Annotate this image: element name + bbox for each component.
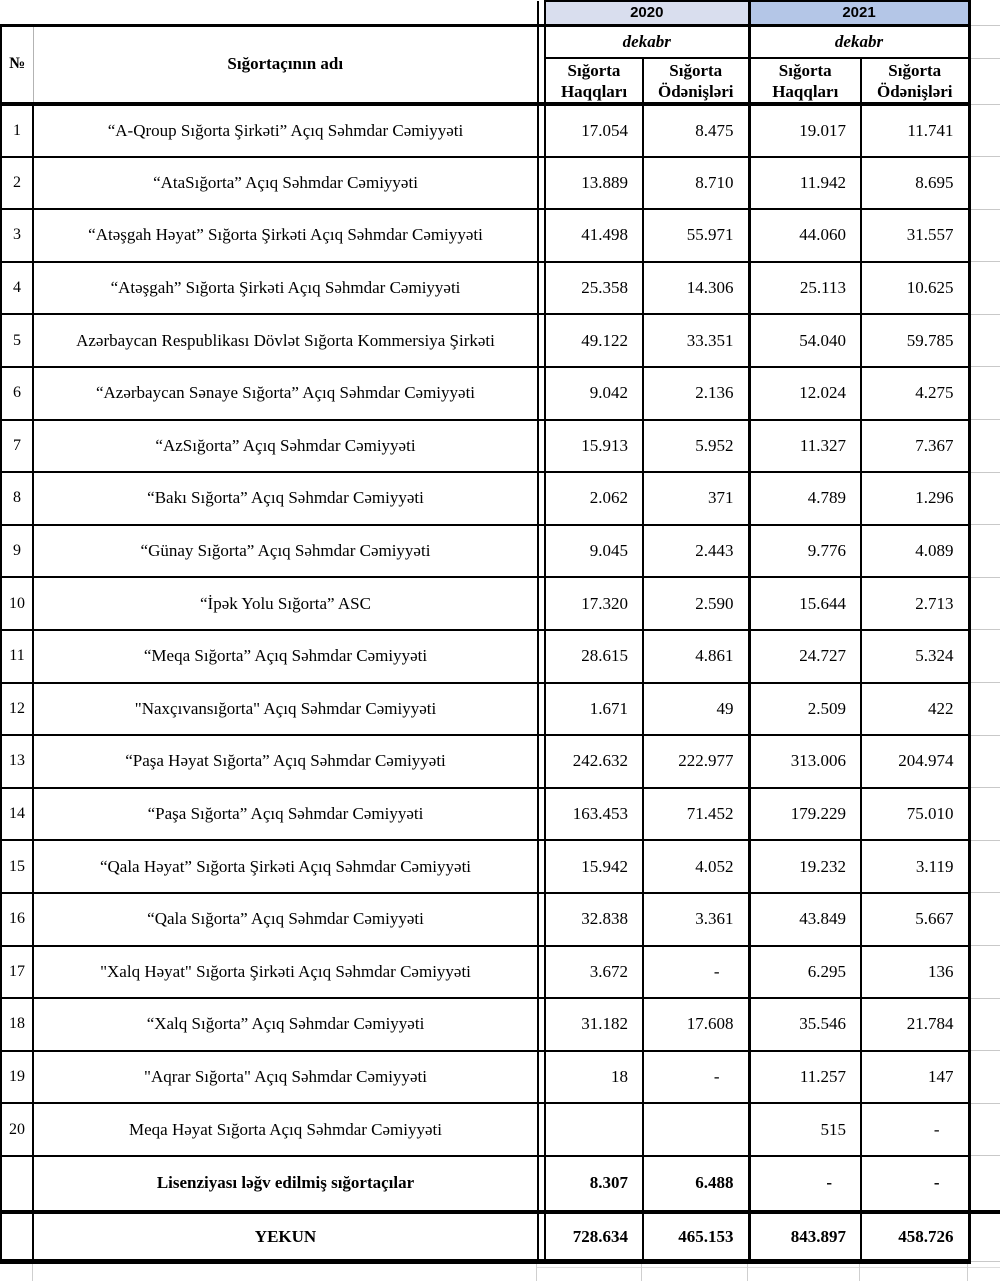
value-cell: 4.275 — [861, 367, 969, 420]
row-number-cell: 13 — [1, 735, 33, 788]
table-row — [1, 1103, 1000, 1156]
table-row — [1, 998, 1000, 1051]
premiums-2021-header: Sığorta Haqqları — [749, 58, 861, 104]
value-cell: 21.784 — [861, 998, 969, 1051]
value-cell: 15.913 — [545, 420, 643, 473]
gridline-gutter-cell — [969, 157, 1000, 210]
company-name-cell: “Bakı Sığorta” Açıq Səhmdar Cəmiyyəti — [33, 472, 538, 525]
table-row — [1, 472, 1000, 525]
row-number-cell: 8 — [1, 472, 33, 525]
company-column-header: Sığortaçının adı — [33, 25, 538, 104]
year-2020-header: 2020 — [545, 1, 749, 25]
company-name-cell: "Xalq Həyat" Sığorta Şirkəti Açıq Səhmdar Cəmiyyəti — [33, 946, 538, 999]
value-cell: 458.726 — [861, 1212, 969, 1262]
value-cell: 49.122 — [545, 314, 643, 367]
value-cell: 11.257 — [749, 1051, 861, 1104]
column-gap — [538, 788, 545, 841]
value-cell: 17.054 — [545, 104, 643, 157]
value-cell: 242.632 — [545, 735, 643, 788]
company-name-cell: “Meqa Sığorta” Açıq Səhmdar Cəmiyyəti — [33, 630, 538, 683]
company-name-cell: “Paşa Həyat Sığorta” Açıq Səhmdar Cəmiyyəti — [33, 735, 538, 788]
value-cell: 17.608 — [643, 998, 749, 1051]
period-2020-header: dekabr — [545, 25, 749, 58]
value-cell: 13.889 — [545, 157, 643, 210]
column-gap — [538, 735, 545, 788]
company-name-cell: "Naxçıvansığorta" Açıq Səhmdar Cəmiyyəti — [33, 683, 538, 736]
value-cell: 31.182 — [545, 998, 643, 1051]
value-cell: - — [643, 1051, 749, 1104]
gridline-gutter-cell — [969, 577, 1000, 630]
value-cell: 75.010 — [861, 788, 969, 841]
total-label: YEKUN — [33, 1212, 538, 1262]
value-cell: 15.942 — [545, 840, 643, 893]
premiums-2020-header: Sığorta Haqqları — [545, 58, 643, 104]
column-gap — [538, 104, 545, 157]
payments-2020-header: Sığorta Ödənişləri — [643, 58, 749, 104]
column-gap — [538, 525, 545, 578]
year-2021-header: 2021 — [749, 1, 969, 25]
gridline-gutter-cell — [969, 683, 1000, 736]
company-name-cell: "Aqrar Sığorta" Açıq Səhmdar Cəmiyyəti — [33, 1051, 538, 1104]
value-cell: 54.040 — [749, 314, 861, 367]
company-name-cell: “AtaSığorta” Açıq Səhmdar Cəmiyyəti — [33, 157, 538, 210]
row-number-cell: 2 — [1, 157, 33, 210]
value-cell: 4.089 — [861, 525, 969, 578]
header-blank-cell — [1, 1, 538, 25]
value-cell: 9.045 — [545, 525, 643, 578]
value-cell: 4.052 — [643, 840, 749, 893]
value-cell: 4.861 — [643, 630, 749, 683]
table-row — [1, 893, 1000, 946]
period-2021-header: dekabr — [749, 25, 969, 58]
table-row — [1, 840, 1000, 893]
value-cell: 163.453 — [545, 788, 643, 841]
company-name-cell: “Paşa Sığorta” Açıq Səhmdar Cəmiyyəti — [33, 788, 538, 841]
value-cell: 3.361 — [643, 893, 749, 946]
table-row — [1, 788, 1000, 841]
value-cell: 4.789 — [749, 472, 861, 525]
company-rows — [1, 104, 1000, 1156]
row-number-cell: 1 — [1, 104, 33, 157]
column-gap — [538, 1103, 545, 1156]
company-name-cell: “AzSığorta” Açıq Səhmdar Cəmiyyəti — [33, 420, 538, 473]
row-number-cell: 18 — [1, 998, 33, 1051]
company-name-cell: “Qala Həyat” Sığorta Şirkəti Açıq Səhmdar Cəmiyyəti — [33, 840, 538, 893]
gridline-gutter-cell — [969, 1103, 1000, 1156]
column-gap — [538, 209, 545, 262]
value-cell: 11.942 — [749, 157, 861, 210]
row-number-cell — [1, 1212, 33, 1262]
value-cell: 6.295 — [749, 946, 861, 999]
table-row — [1, 1051, 1000, 1104]
value-cell: 843.897 — [749, 1212, 861, 1262]
company-name-cell: “A-Qroup Sığorta Şirkəti” Açıq Səhmdar Cəmiyyəti — [33, 104, 538, 157]
gridline-gutter-cell — [969, 420, 1000, 473]
column-gap — [538, 25, 545, 104]
value-cell: 3.672 — [545, 946, 643, 999]
value-cell: 1.296 — [861, 472, 969, 525]
value-cell: 179.229 — [749, 788, 861, 841]
value-cell: 41.498 — [545, 209, 643, 262]
value-cell: 10.625 — [861, 262, 969, 315]
value-cell: 5.667 — [861, 893, 969, 946]
company-name-cell: “Qala Sığorta” Açıq Səhmdar Cəmiyyəti — [33, 893, 538, 946]
value-cell: 32.838 — [545, 893, 643, 946]
value-cell: 25.358 — [545, 262, 643, 315]
company-name-cell: “Atəşgah” Sığorta Şirkəti Açıq Səhmdar Cəmiyyəti — [33, 262, 538, 315]
row-number-cell: 4 — [1, 262, 33, 315]
gridline-gutter-cell — [969, 472, 1000, 525]
row-number-cell: 7 — [1, 420, 33, 473]
value-cell — [545, 1103, 643, 1156]
table-row — [1, 735, 1000, 788]
value-cell: 147 — [861, 1051, 969, 1104]
value-cell: 3.119 — [861, 840, 969, 893]
grand-total-row — [1, 1212, 1000, 1262]
value-cell: 18 — [545, 1051, 643, 1104]
value-cell: 55.971 — [643, 209, 749, 262]
row-number-cell: 12 — [1, 683, 33, 736]
gridline-gutter-cell — [969, 104, 1000, 157]
company-name-cell: Azərbaycan Respublikası Dövlət Sığorta Kommersiya Şirkəti — [33, 314, 538, 367]
column-gap — [538, 1156, 545, 1212]
cancelled-insurers-row — [1, 1156, 1000, 1212]
gridline-gutter-cell — [969, 893, 1000, 946]
value-cell: 2.713 — [861, 577, 969, 630]
value-cell: 19.232 — [749, 840, 861, 893]
column-gap — [538, 998, 545, 1051]
gridline-gutter-cell — [969, 1156, 1000, 1212]
table-row — [1, 367, 1000, 420]
value-cell: 44.060 — [749, 209, 861, 262]
table-row — [1, 525, 1000, 578]
value-cell: 24.727 — [749, 630, 861, 683]
value-cell: 19.017 — [749, 104, 861, 157]
gridline-gutter-cell — [969, 367, 1000, 420]
row-number-cell: 10 — [1, 577, 33, 630]
gridline-gutter-cell — [969, 525, 1000, 578]
gridline-gutter-cell — [969, 1212, 1000, 1262]
value-cell: 17.320 — [545, 577, 643, 630]
column-gap — [538, 314, 545, 367]
column-gap — [538, 420, 545, 473]
value-cell: 11.741 — [861, 104, 969, 157]
payments-2021-header: Sığorta Ödənişləri — [861, 58, 969, 104]
value-cell: 422 — [861, 683, 969, 736]
column-gap — [538, 577, 545, 630]
value-cell: - — [861, 1103, 969, 1156]
gridline-gutter-cell — [969, 209, 1000, 262]
row-number-cell: 14 — [1, 788, 33, 841]
value-cell: 1.671 — [545, 683, 643, 736]
column-gap — [538, 683, 545, 736]
column-gap — [538, 367, 545, 420]
gridline-gutter-cell — [969, 262, 1000, 315]
value-cell: 31.557 — [861, 209, 969, 262]
value-cell: 2.590 — [643, 577, 749, 630]
value-cell: 12.024 — [749, 367, 861, 420]
row-number-cell: 6 — [1, 367, 33, 420]
company-name-cell: “Xalq Sığorta” Açıq Səhmdar Cəmiyyəti — [33, 998, 538, 1051]
value-cell: 9.776 — [749, 525, 861, 578]
gridline-gutter-cell — [969, 998, 1000, 1051]
value-cell: 5.324 — [861, 630, 969, 683]
table-row — [1, 209, 1000, 262]
row-number-cell: 20 — [1, 1103, 33, 1156]
value-cell: 2.443 — [643, 525, 749, 578]
value-cell: 465.153 — [643, 1212, 749, 1262]
table-row — [1, 683, 1000, 736]
gridline-gutter-cell — [969, 25, 1000, 58]
column-gap — [538, 946, 545, 999]
row-number-cell: 15 — [1, 840, 33, 893]
row-number-cell: 19 — [1, 1051, 33, 1104]
value-cell: 728.634 — [545, 1212, 643, 1262]
gridline-gutter-cell — [969, 946, 1000, 999]
row-number-cell: 9 — [1, 525, 33, 578]
value-cell: 8.695 — [861, 157, 969, 210]
table-header — [1, 1, 1000, 104]
value-cell: 5.952 — [643, 420, 749, 473]
value-cell: 11.327 — [749, 420, 861, 473]
value-cell: 49 — [643, 683, 749, 736]
value-cell: 6.488 — [643, 1156, 749, 1212]
gridline-gutter-cell — [969, 630, 1000, 683]
value-cell: - — [861, 1156, 969, 1212]
value-cell: 15.644 — [749, 577, 861, 630]
column-gap — [538, 1051, 545, 1104]
row-number-cell: 16 — [1, 893, 33, 946]
company-name-cell: “Atəşgah Həyat” Sığorta Şirkəti Açıq Səhmdar Cəmiyyəti — [33, 209, 538, 262]
gridline-gutter-cell — [969, 1051, 1000, 1104]
gridline-gutter-cell — [969, 314, 1000, 367]
column-gap — [538, 893, 545, 946]
company-name-cell: “İpək Yolu Sığorta” ASC — [33, 577, 538, 630]
column-gap — [538, 1, 545, 25]
row-number-cell: 17 — [1, 946, 33, 999]
value-cell: 2.136 — [643, 367, 749, 420]
company-name-cell: “Azərbaycan Sənaye Sığorta” Açıq Səhmdar Cəmiyyəti — [33, 367, 538, 420]
value-cell: 14.306 — [643, 262, 749, 315]
value-cell: 33.351 — [643, 314, 749, 367]
column-gap — [538, 840, 545, 893]
table-row — [1, 262, 1000, 315]
company-name-cell: Meqa Həyat Sığorta Açıq Səhmdar Cəmiyyəti — [33, 1103, 538, 1156]
value-cell: 222.977 — [643, 735, 749, 788]
table-row — [1, 420, 1000, 473]
column-gap — [538, 157, 545, 210]
value-cell: 7.367 — [861, 420, 969, 473]
column-gap — [538, 472, 545, 525]
column-gap — [538, 630, 545, 683]
row-number-cell: 5 — [1, 314, 33, 367]
cancelled-label: Lisenziyası ləğv edilmiş sığortaçılar — [33, 1156, 538, 1212]
table-row — [1, 104, 1000, 157]
value-cell: 71.452 — [643, 788, 749, 841]
year-band-row — [1, 1, 1000, 25]
gridline-gutter-cell — [969, 1, 1000, 25]
number-column-header: № — [1, 25, 33, 104]
company-name-cell: “Günay Sığorta” Açıq Səhmdar Cəmiyyəti — [33, 525, 538, 578]
value-cell: 35.546 — [749, 998, 861, 1051]
value-cell: 204.974 — [861, 735, 969, 788]
table-row — [1, 577, 1000, 630]
summary-rows — [1, 1156, 1000, 1262]
column-gap — [538, 262, 545, 315]
value-cell: 515 — [749, 1103, 861, 1156]
value-cell — [643, 1103, 749, 1156]
value-cell: - — [749, 1156, 861, 1212]
table-row — [1, 157, 1000, 210]
value-cell: 28.615 — [545, 630, 643, 683]
value-cell: 25.113 — [749, 262, 861, 315]
value-cell: 8.307 — [545, 1156, 643, 1212]
column-gap — [538, 1212, 545, 1262]
value-cell: 371 — [643, 472, 749, 525]
value-cell: 8.710 — [643, 157, 749, 210]
table-row — [1, 314, 1000, 367]
value-cell: 313.006 — [749, 735, 861, 788]
gridline-gutter-cell — [969, 58, 1000, 104]
gridline-gutter-cell — [969, 788, 1000, 841]
value-cell: 136 — [861, 946, 969, 999]
gridline-gutter-cell — [969, 840, 1000, 893]
row-number-cell: 11 — [1, 630, 33, 683]
value-cell: 43.849 — [749, 893, 861, 946]
value-cell: 8.475 — [643, 104, 749, 157]
gridline-gutter-cell — [969, 735, 1000, 788]
value-cell: - — [643, 946, 749, 999]
table-row — [1, 630, 1000, 683]
table-row — [1, 946, 1000, 999]
value-cell: 59.785 — [861, 314, 969, 367]
period-row — [1, 25, 1000, 58]
value-cell: 9.042 — [545, 367, 643, 420]
row-number-cell: 3 — [1, 209, 33, 262]
value-cell: 2.509 — [749, 683, 861, 736]
row-number-cell — [1, 1156, 33, 1212]
gridline-strip — [0, 1264, 1000, 1281]
value-cell: 2.062 — [545, 472, 643, 525]
